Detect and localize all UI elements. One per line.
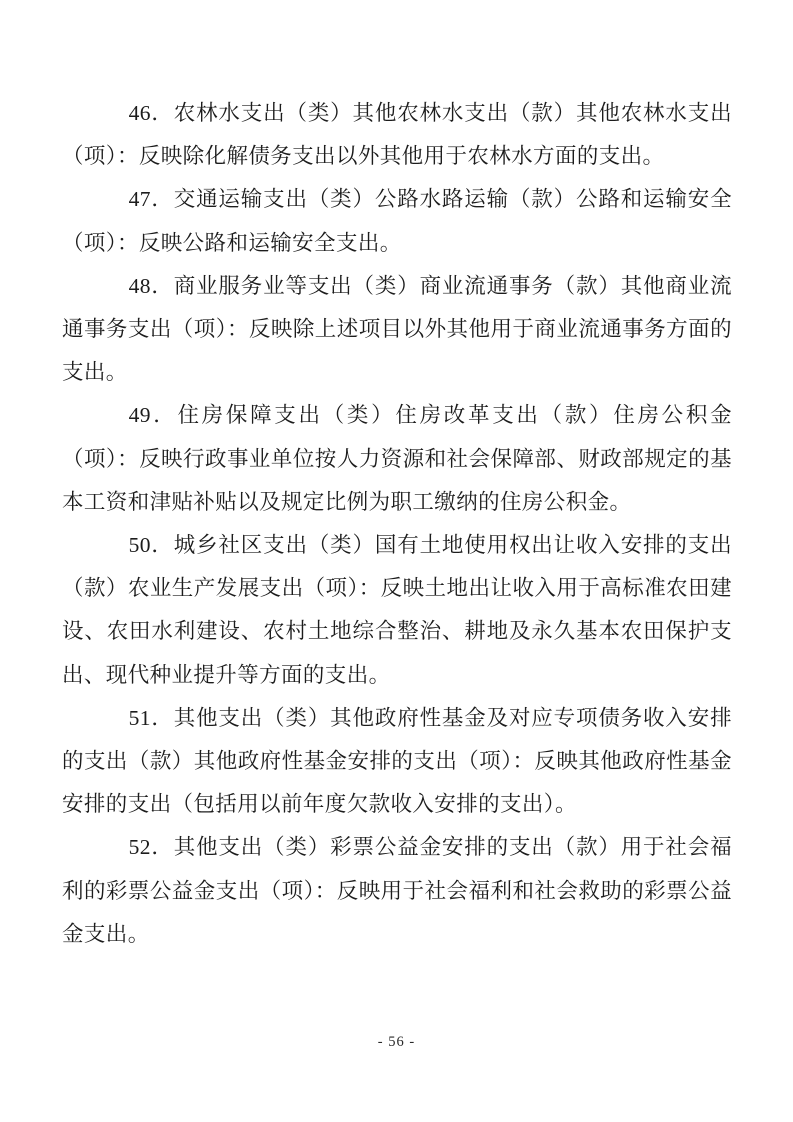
page-footer — [0, 1033, 793, 1051]
page-number: - 56 - — [377, 1034, 416, 1050]
paragraph-item-47: 47．交通运输支出（类）公路水路运输（款）公路和运输安全（项）：反映公路和运输安全支出。 — [62, 187, 732, 255]
paragraph-item-51: 51．其他支出（类）其他政府性基金及对应专项债务收入安排的支出（款）其他政府性基金安排的支出（项）：反映其他政府性基金安排的支出（包括用以前年度欠款收入安排的支出）。 — [62, 705, 732, 817]
paragraph-item-46: 46．农林水支出（类）其他农林水支出（款）其他农林水支出（项）：反映除化解债务支出以外其他用于农林水方面的支出。 — [62, 101, 732, 169]
paragraph-item-52: 52．其他支出（类）彩票公益金安排的支出（款）用于社会福利的彩票公益金支出（项）：反映用于社会福利和社会救助的彩票公益金支出。 — [62, 835, 732, 946]
paragraph-item-48: 48．商业服务业等支出（类）商业流通事务（款）其他商业流通事务支出（项）：反映除上述项目以外其他用于商业流通事务方面的支出。 — [62, 273, 732, 385]
paragraph-item-49: 49．住房保障支出（类）住房改革支出（款）住房公积金（项）：反映行政事业单位按人力资源和社会保障部、财政部规定的基本工资和津贴补贴以及规定比例为职工缴纳的住房公积金。 — [62, 403, 732, 514]
page-body-text — [62, 92, 732, 956]
paragraph-item-50: 50．城乡社区支出（类）国有土地使用权出让收入安排的支出（款）农业生产发展支出（项）：反映土地出让收入用于高标准农田建设、农田水利建设、农村土地综合整治、耕地及永久基本农田保护支出、现代种业提升等方面的支出。 — [62, 533, 732, 687]
